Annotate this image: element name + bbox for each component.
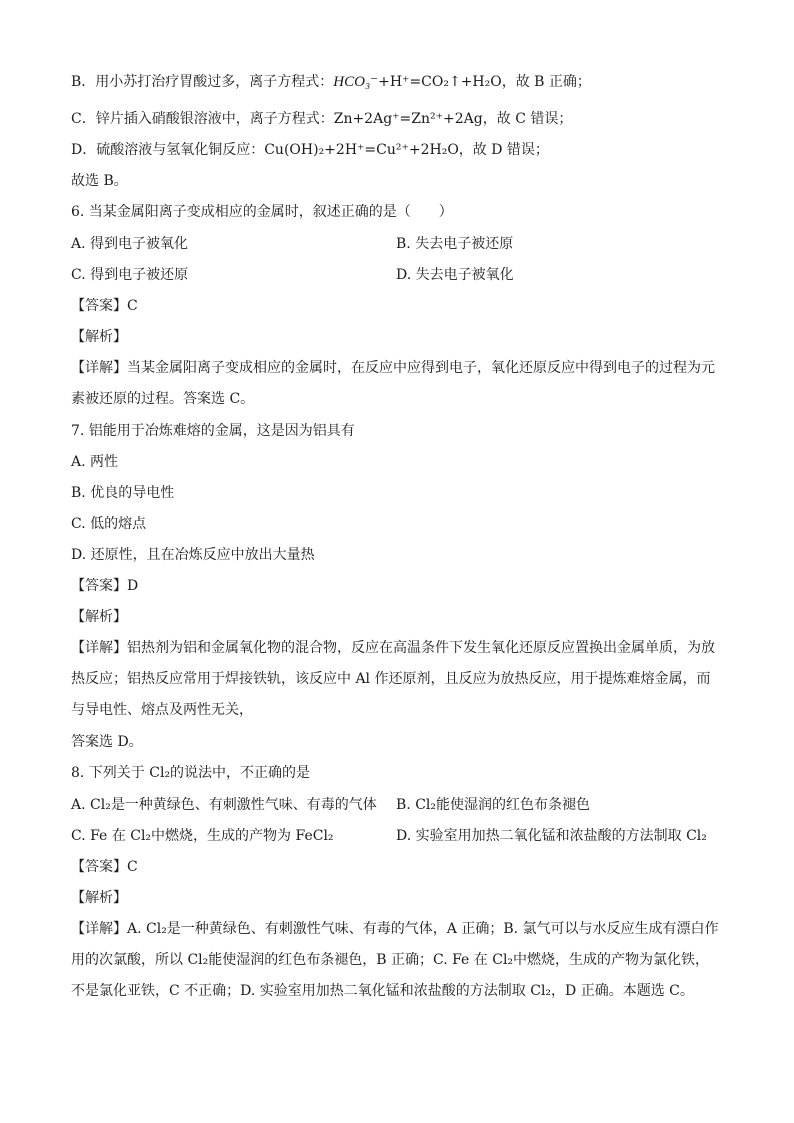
q8-stem: 8. 下列关于 Cl₂的说法中，不正确的是 bbox=[71, 765, 311, 781]
q7-detail: 【详解】铝热剂为铝和金属氧化物的混合物，反应在高温条件下发生氧化还原反应置换出金属单质，为放热反应；铝热反应常用于焊接铁轨，该反应中 Al 作还原剂，且反应为放热反应，用于提炼难熔金属，而与导电性、熔点及两性无关， bbox=[71, 640, 715, 718]
q7-option-c: C. 低的熔点 bbox=[71, 516, 147, 532]
q8-option-d: D. 实验室用加热二氧化锰和浓盐酸的方法制取 Cl₂ bbox=[396, 828, 707, 844]
q7-stem: 7. 铝能用于冶炼难熔的金属，这是因为铝具有 bbox=[71, 423, 355, 439]
q7-option-a: A. 两性 bbox=[71, 454, 119, 470]
q8-analysis-heading: 【解析】 bbox=[71, 890, 127, 906]
q8-option-a: A. Cl₂是一种黄绿色、有刺激性气味、有毒的气体 bbox=[71, 797, 377, 813]
q6-option-d: D. 失去电子被氧化 bbox=[396, 267, 514, 283]
q8-answer: 【答案】C bbox=[71, 859, 138, 875]
q6-option-c: C. 得到电子被还原 bbox=[71, 267, 189, 283]
q6-detail: 【详解】当某金属阳离子变成相应的金属时，在反应中应得到电子，氧化还原反应中得到电子的过程为元素被还原的过程。答案选 C。 bbox=[71, 360, 715, 407]
q6-answer: 【答案】C bbox=[71, 298, 138, 314]
q8-option-b: B. Cl₂能使湿润的红色布条褪色 bbox=[396, 797, 590, 813]
q8-option-c: C. Fe 在 Cl₂中燃烧，生成的产物为 FeCl₂ bbox=[71, 828, 334, 844]
prev-b-text: B．用小苏打治疗胃酸过多，离子方程式： bbox=[71, 74, 334, 90]
q7-analysis-heading: 【解析】 bbox=[71, 609, 127, 625]
prev-option-d-explanation: D．硫酸溶液与氢氧化铜反应：Cu(OH)₂+2H⁺=Cu²⁺+2H₂O，故 D 错误； bbox=[71, 142, 549, 158]
prev-option-b-explanation bbox=[71, 72, 591, 92]
q6-option-a: A. 得到电子被氧化 bbox=[71, 236, 189, 252]
q7-answer: 【答案】D bbox=[71, 578, 139, 594]
bicarbonate-formula: HCO₃⁻ bbox=[333, 74, 379, 90]
prev-option-c-explanation: C．锌片插入硝酸银溶液中，离子方程式：Zn+2Ag⁺=Zn²⁺+2Ag，故 C 错误； bbox=[71, 111, 573, 127]
q7-option-b: B. 优良的导电性 bbox=[71, 485, 175, 501]
q7-conclusion: 答案选 D。 bbox=[71, 734, 143, 750]
prev-conclusion: 故选 B。 bbox=[71, 173, 128, 189]
q7-option-d: D. 还原性，且在冶炼反应中放出大量热 bbox=[71, 547, 315, 563]
q6-option-b: B. 失去电子被还原 bbox=[396, 236, 514, 252]
q6-stem: 6. 当某金属阳离子变成相应的金属时，叙述正确的是（ ） bbox=[71, 204, 453, 220]
prev-b-equation: +H⁺=CO₂↑+H₂O，故 B 正确； bbox=[378, 74, 591, 90]
q8-detail: 【详解】A. Cl₂是一种黄绿色、有刺激性气味、有毒的气体，A 正确；B. 氯气可以与水反应生成有漂白作用的次氯酸，所以 Cl₂能使湿润的红色布条褪色，B 正确；C. Fe 在 Cl₂中燃烧，生成的产物为氯化铁，不是氯化亚铁，C 不正确；D. 实验室用加热二氧化锰和浓盐酸的方法制取 Cl₂，D 正确。本题选 C。 bbox=[71, 921, 719, 999]
q6-analysis-heading: 【解析】 bbox=[71, 329, 127, 345]
